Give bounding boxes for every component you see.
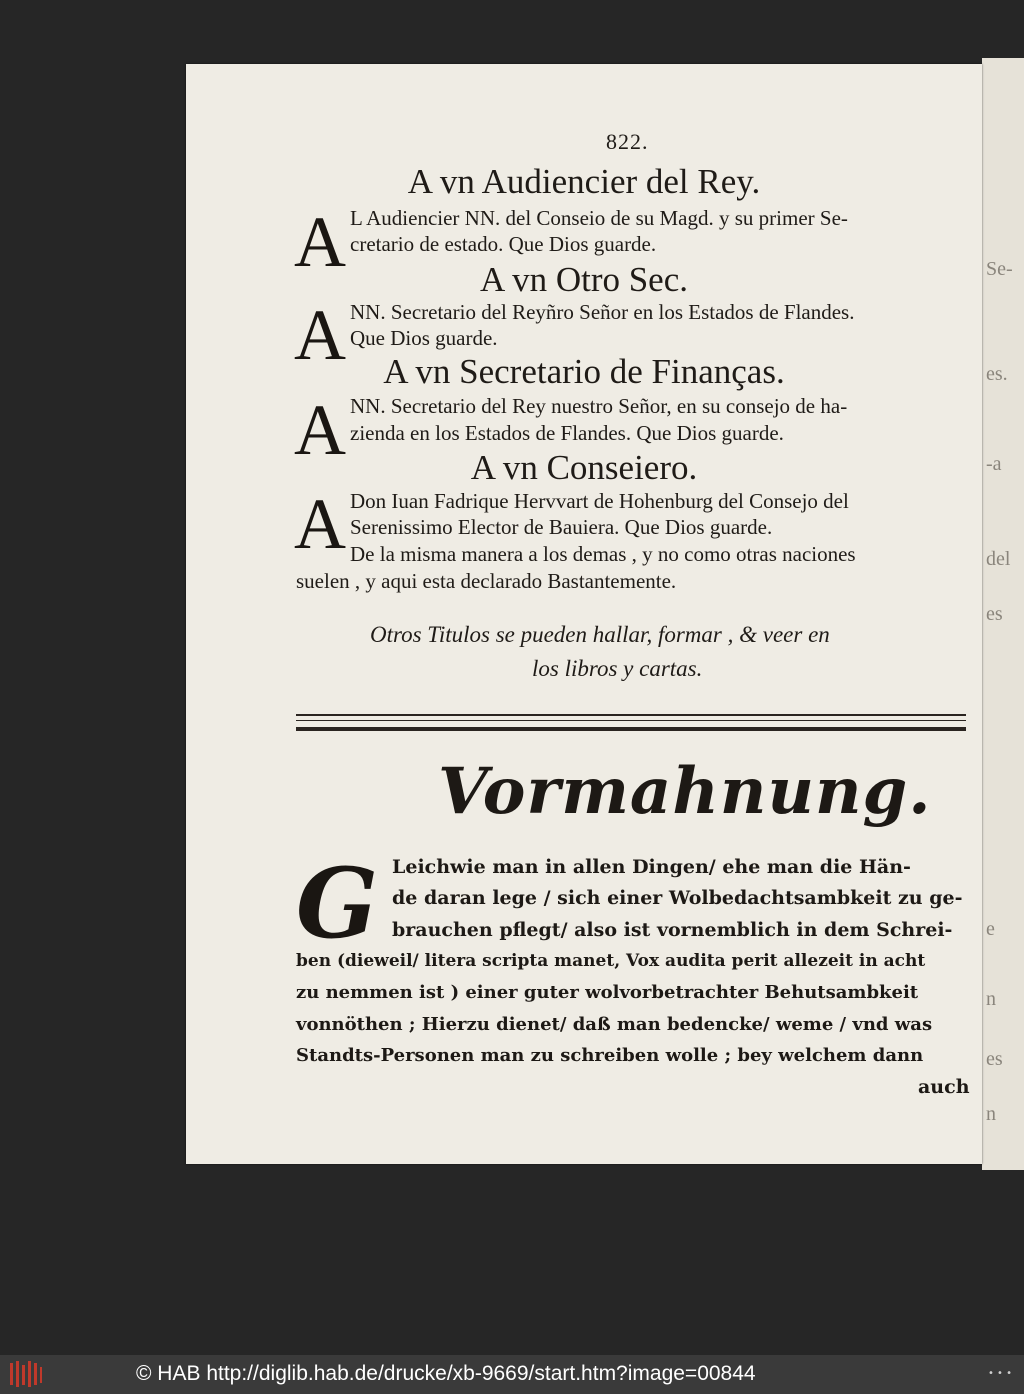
drop-cap-initial: A: [294, 202, 346, 282]
viewer-footer: [0, 1355, 1024, 1394]
text-line: zienda en los Estados de Flandes. Que Dios guarde.: [350, 421, 784, 445]
text-line: Que Dios guarde.: [350, 326, 498, 350]
section-heading: A vn Conseiero.: [470, 448, 698, 487]
german-text-line: zu nemmen ist ) einer guter wolvorbetrachter Behutsambkeit: [296, 982, 919, 1003]
german-text-line: brauchen pflegt/ also ist vornemblich in dem Schrei-: [392, 919, 953, 941]
ornamental-rule: [296, 714, 966, 731]
book-page: [186, 64, 982, 1164]
text-line: De la misma manera a los demas , y no como otras naciones: [350, 542, 856, 566]
german-title: Vormahnung.: [438, 754, 932, 829]
text-line: Don Iuan Fadrique Hervvart de Hohenburg del Consejo del: [350, 489, 849, 513]
text-line: NN. Secretario del Rey nuestro Señor, en su consejo de ha-: [350, 394, 848, 418]
german-text-line: Leichwie man in allen Dingen/ ehe man die Hän-: [392, 856, 911, 878]
text-line: cretario de estado. Que Dios guarde.: [350, 232, 657, 256]
italic-note-line: los libros y cartas.: [532, 656, 703, 681]
copyright-url[interactable]: © HAB http://diglib.hab.de/drucke/xb-9669/start.htm?image=00844: [136, 1362, 756, 1385]
drop-cap-initial: A: [294, 390, 346, 470]
german-text-line: vonnöthen ; Hierzu dienet/ daß man bedencke/ weme / vnd was: [296, 1014, 933, 1035]
hab-logo-icon: [8, 1359, 44, 1389]
german-text-line: de daran lege / sich einer Wolbedachtsambkeit zu ge-: [392, 887, 963, 909]
section-heading: A vn Otro Sec.: [479, 260, 689, 299]
adjacent-page-edge: Se- es. -a del es e n es n: [982, 58, 1024, 1170]
text-line: NN. Secretario del Reyñro Señor en los Estados de Flandes.: [350, 300, 855, 324]
decorated-initial: G: [296, 847, 378, 960]
section-heading: A vn Secretario de Finanças.: [383, 352, 785, 391]
drop-cap-initial: A: [294, 484, 346, 564]
section-heading: A vn Audiencier del Rey.: [407, 162, 761, 201]
catchword: auch: [918, 1076, 970, 1098]
menu-dots-icon[interactable]: • • •: [987, 1368, 1012, 1379]
page-number: 822.: [606, 129, 649, 154]
text-line: suelen , y aqui esta declarado Bastantemente.: [296, 569, 677, 593]
drop-cap-initial: A: [294, 295, 346, 375]
text-line: Serenissimo Elector de Bauiera. Que Dios guarde.: [350, 515, 773, 539]
text-line: L Audiencier NN. del Conseio de su Magd. y su primer Se-: [350, 206, 848, 230]
german-text-line: Standts-Personen man zu schreiben wolle ; bey welchem dann: [296, 1045, 924, 1066]
german-text-line: ben (dieweil/ litera scripta manet, Vox audita perit allezeit in acht: [296, 951, 926, 971]
italic-note-line: Otros Titulos se pueden hallar, formar , & veer en: [370, 622, 830, 647]
